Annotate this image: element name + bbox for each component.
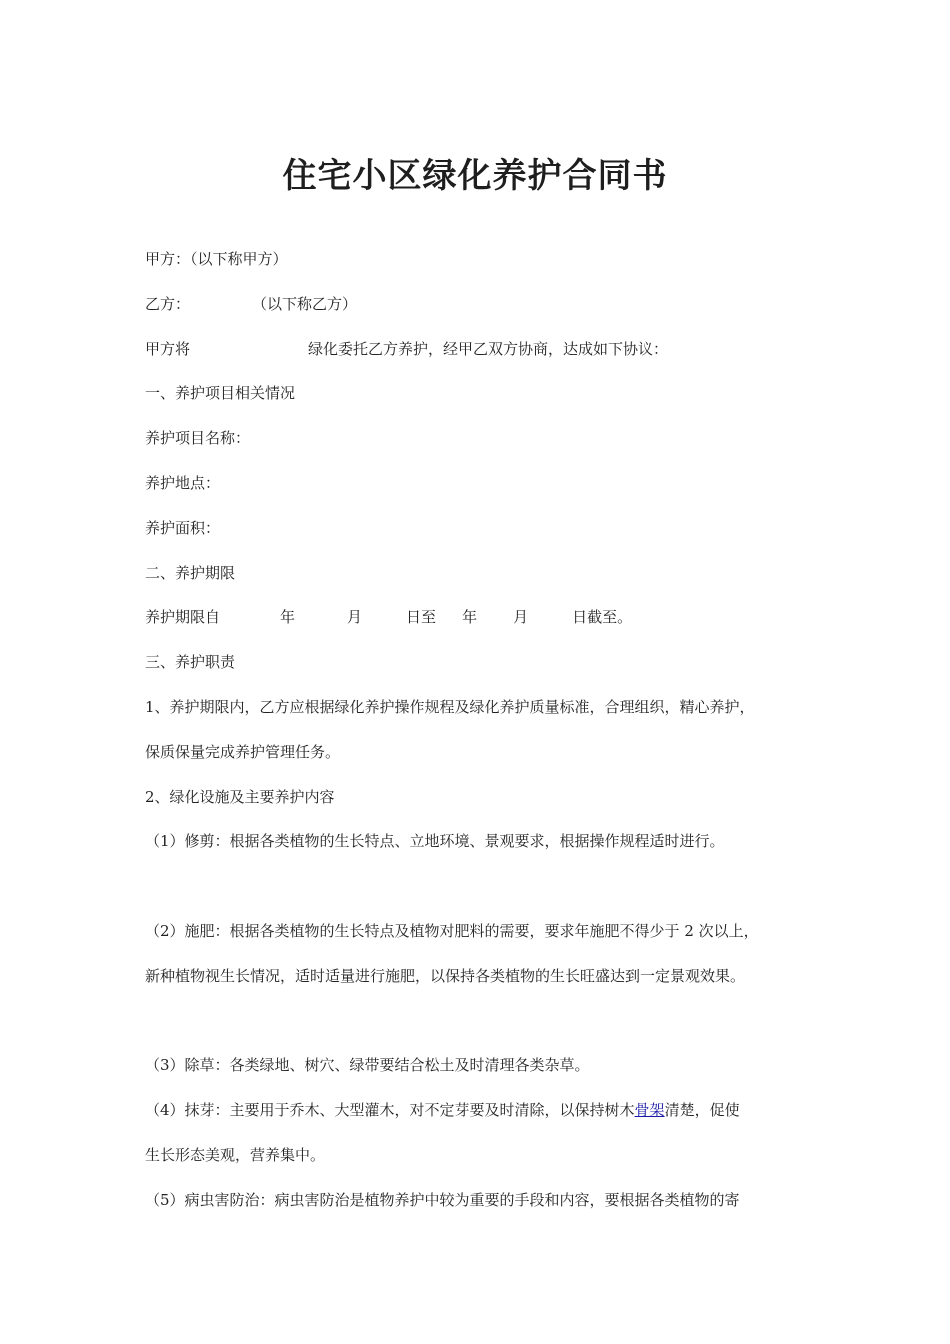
debudding-line2: 生长形态美观，营养集中。: [145, 1146, 326, 1164]
intro-suffix: 绿化委托乙方养护，经甲乙双方协商，达成如下协议：: [308, 340, 669, 358]
period-end: 日截至。: [572, 608, 633, 626]
fertilizing-line2: 新种植物视生长情况，适时适量进行施肥，以保持各类植物的生长旺盛达到一定景观效果。: [145, 967, 746, 985]
period-year2: 年: [462, 608, 478, 626]
intro-prefix: 甲方将: [145, 340, 191, 358]
debudding-text-before: （4）抹芽：主要用于乔木、大型灌木，对不定芽要及时清除，以保持树木: [145, 1101, 635, 1119]
section3-heading: 三、养护职责: [145, 653, 236, 671]
debudding-line1: [145, 1100, 740, 1120]
party-b-suffix: （以下称乙方）: [252, 295, 358, 313]
section2-heading: 二、养护期限: [145, 564, 236, 582]
debudding-text-after: 清楚，促使: [664, 1101, 740, 1119]
period-day-to: 日至: [406, 608, 437, 626]
section1-heading: 一、养护项目相关情况: [145, 384, 296, 402]
intro-line: [145, 339, 668, 359]
party-a-line: 甲方：（以下称甲方）: [145, 250, 288, 268]
pruning-line: （1）修剪：根据各类植物的生长特点、立地环境、景观要求，根据操作规程适时进行。: [145, 832, 725, 850]
party-b-label: 乙方：: [145, 295, 191, 313]
period-month1: 月: [347, 608, 363, 626]
period-year1: 年: [280, 608, 296, 626]
fertilizing-line1: （2）施肥：根据各类植物的生长特点及植物对肥料的需要，要求年施肥不得少于 2 次以上，: [145, 922, 759, 940]
skeleton-link[interactable]: 骨架: [634, 1101, 665, 1119]
project-name-line: 养护项目名称：: [145, 429, 251, 447]
period-prefix: 养护期限自: [145, 608, 221, 626]
area-line: 养护面积：: [145, 519, 221, 537]
item1-line1: 1、养护期限内，乙方应根据绿化养护操作规程及绿化养护质量标准，合理组织，精心养护，: [145, 698, 755, 716]
location-line: 养护地点：: [145, 474, 221, 492]
item2-line: 2、绿化设施及主要养护内容: [145, 788, 335, 806]
item1-line2: 保质保量完成养护管理任务。: [145, 743, 341, 761]
period-line: [145, 607, 632, 627]
document-title: 住宅小区绿化养护合同书: [282, 156, 668, 196]
weeding-line: （3）除草：各类绿地、树穴、绿带要结合松土及时清理各类杂草。: [145, 1056, 590, 1074]
period-month2: 月: [513, 608, 529, 626]
pest-control-line: （5）病虫害防治：病虫害防治是植物养护中较为重要的手段和内容，要根据各类植物的寄: [145, 1191, 740, 1209]
party-b-line: [145, 294, 357, 314]
